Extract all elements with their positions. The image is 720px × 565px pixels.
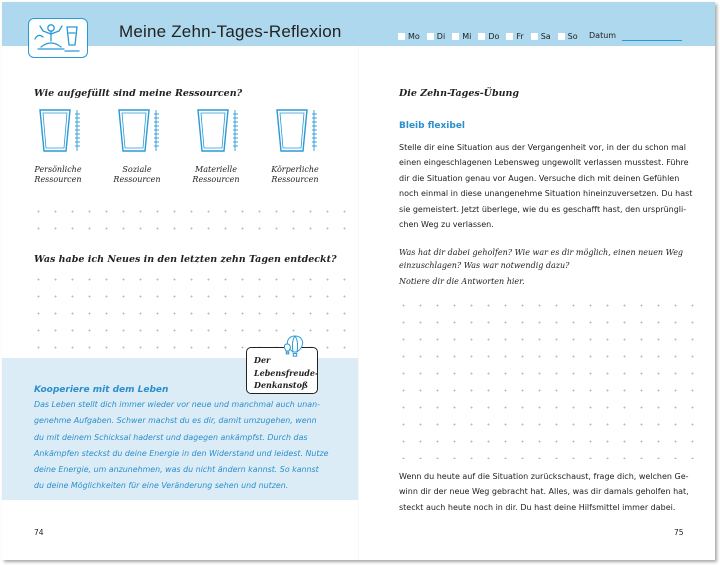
checkbox-square[interactable] (558, 33, 565, 40)
tip-text (34, 397, 330, 495)
tip-line: deine Energie, um anzunehmen, was du nicht ändern kannst. So kannst (34, 465, 319, 475)
dot-grid-answer-area[interactable] (395, 297, 705, 459)
badge-line: Lebensfreude- (254, 367, 319, 378)
label-line: Ressourcen (192, 175, 240, 184)
text-line: einen eingeschlagenen Lebensweg ungewollt verlassen musstest. Führe (399, 158, 689, 168)
checkbox-square[interactable] (427, 33, 434, 40)
tip-title: Kooperiere mit dem Leben (34, 385, 169, 395)
glass-icon (37, 107, 83, 153)
text-line: winn dir der neue Weg gebracht hat. Alles, was dir damals geholfen hat, (399, 487, 689, 497)
question-line: einzuschlagen? Was war notwendig dazu? (399, 261, 570, 270)
glass-icon (274, 107, 320, 153)
weekday-label: Mi (462, 32, 472, 41)
glass-icon (116, 107, 162, 153)
label-line: Persönliche (34, 165, 82, 174)
badge-line: Der (254, 355, 271, 365)
text-line: steckt auch heute noch in dir. Du hast deine Hilfsmittel immer dabei. (399, 502, 676, 512)
tip-line: genehme Aufgaben. Schwer machst du es dir, damit umzugehen, wenn (34, 416, 317, 426)
exercise-questions (399, 246, 699, 272)
meditating-person-logo (28, 18, 88, 58)
label-line: Ressourcen (271, 175, 319, 184)
label-line: Ressourcen (34, 175, 82, 184)
label-line: Soziale (122, 165, 152, 174)
text-line: Wenn du heute auf die Situation zurückschaust, frage dich, welchen Ge- (399, 472, 689, 481)
checkbox-square[interactable] (478, 33, 485, 40)
page-title: Meine Zehn-Tages-Reflexion (119, 22, 342, 41)
text-line: Stelle dir eine Situation aus der Vergangenheit vor, in der du schon mal (399, 143, 687, 152)
resources-heading: Wie aufgefüllt sind meine Ressourcen? (34, 88, 243, 99)
page-gutter (358, 46, 359, 560)
exercise-outro (399, 469, 699, 515)
weekday-checkbox[interactable] (558, 32, 578, 41)
weekday-label: Di (436, 32, 446, 41)
glass-icon (195, 107, 241, 153)
date-label: Datum (589, 31, 617, 40)
label-line: Ressourcen (113, 175, 161, 184)
new-discoveries-heading: Was habe ich Neues in den letzten zehn Tagen entdeckt? (34, 254, 337, 265)
exercise-heading: Die Zehn-Tages-Übung (399, 88, 520, 99)
label-line: Körperliche (271, 165, 319, 174)
checkbox-square[interactable] (506, 33, 513, 40)
weekday-checkboxes (398, 32, 585, 41)
checkbox-square[interactable] (452, 33, 459, 40)
weekday-label: Do (488, 32, 500, 41)
dot-grid-writing-area[interactable] (30, 203, 354, 239)
exercise-intro (399, 140, 699, 232)
exercise-subheading: Bleib flexibel (399, 121, 466, 131)
tip-line: du mit deinem Schicksal haderst und dagegen ankämpfst. Durch das (34, 432, 308, 442)
date-field[interactable] (622, 40, 682, 41)
weekday-label: Mo (408, 32, 420, 41)
weekday-label: Sa (540, 32, 551, 41)
weekday-checkbox[interactable] (531, 32, 551, 41)
question-line: Was hat dir dabei geholfen? Wie war es dir möglich, einen neuen Weg (399, 248, 684, 257)
glass-label-personal (23, 165, 93, 185)
checkbox-square[interactable] (398, 33, 405, 40)
weekday-label: So (567, 32, 578, 41)
weekday-checkbox[interactable] (452, 32, 471, 41)
exercise-note: Notiere dir die Antworten hier. (399, 277, 525, 286)
book-spread (2, 2, 715, 560)
text-line: sie gemeistert. Jetzt überlege, wie du es geschafft hast, den ursprüngli- (399, 204, 687, 214)
weekday-checkbox[interactable] (506, 32, 523, 41)
page-number-left: 74 (34, 528, 44, 537)
text-line: dir die Situation genau vor Augen. Versuche dich mit deinen Gefühlen (399, 173, 680, 183)
text-line: noch einmal in diese unangenehme Situation hineinzuversetzen. Du hast (399, 189, 693, 199)
weekday-checkbox[interactable] (398, 32, 420, 41)
text-line: chen Weg zu verlassen. (399, 220, 494, 230)
label-line: Materielle (195, 165, 237, 174)
badge-line: Denkanstoß (254, 380, 308, 390)
weekday-checkbox[interactable] (427, 32, 445, 41)
glass-label-physical (260, 165, 330, 185)
meditating-person-icon (29, 19, 86, 56)
glass-label-material (181, 165, 251, 185)
hot-air-balloons-icon (281, 334, 309, 362)
page-number-right: 75 (674, 528, 684, 537)
glass-label-social (102, 165, 172, 185)
weekday-label: Fr (516, 32, 524, 41)
weekday-checkbox[interactable] (478, 32, 499, 41)
tip-line: du deine Möglichkeiten für eine Veränderung sehen und nutzen. (34, 481, 289, 491)
tip-line: Ankämpfen steckst du deine Energie in den Widerstand und leidest. Nutze (34, 448, 329, 458)
tip-line: Das Leben stellt dich immer wieder vor neue und manchmal auch unan- (34, 400, 320, 409)
checkbox-square[interactable] (531, 33, 538, 40)
